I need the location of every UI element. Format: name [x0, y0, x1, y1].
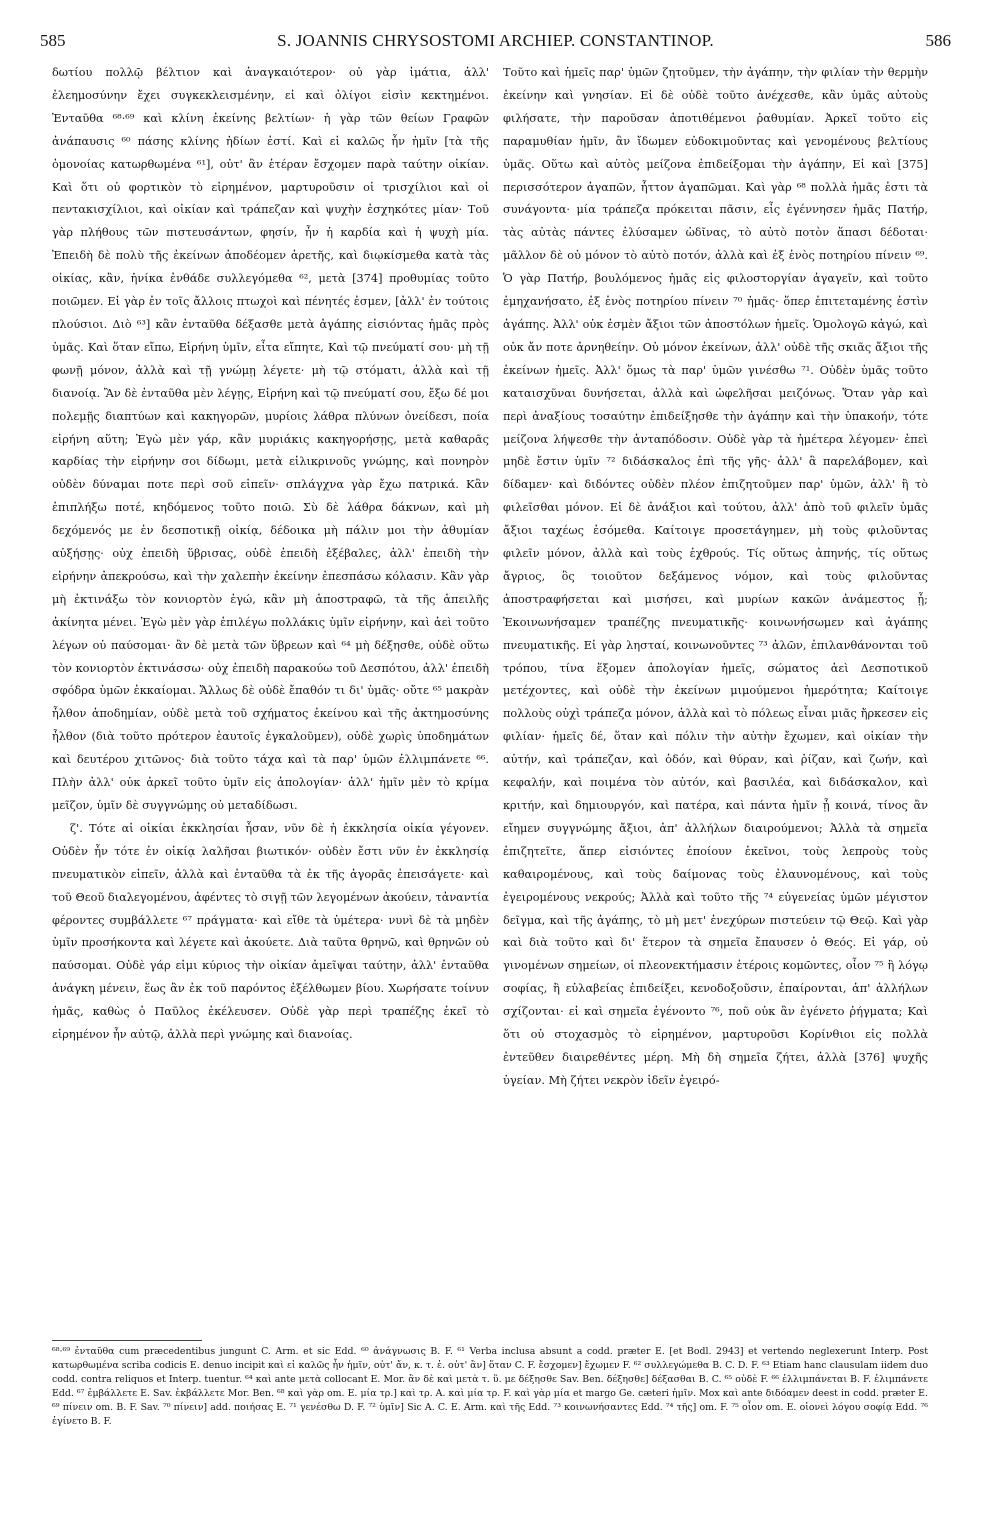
footnote-divider	[52, 1340, 202, 1341]
left-column	[52, 62, 489, 1338]
footnotes: ⁶⁸·⁶⁹ ἐνταῦθα cum præcedentibus jungunt C. Arm. et sic Edd. ⁶⁰ ἀνάγνωσις B. F. ⁶¹ Verba inclusa absunt a codd. præter E. [et Bodl. 2943] et vertendo neglexerunt Interp. Post κατωρθωμένα scriba codicis E. denuo incipit καὶ εἰ καλῶς ἦν ἡμῖν, οὐτ' ἄν, κ. τ. ἑ. οὐτ' ἂν] ὅταν C. F. ἔσχομεν] ἔχωμεν F. ⁶² συλλεγώμεθα B. C. D. F. ⁶³ Etiam hanc clausulam iidem duo codd. contra reliquos et Interp. tuentur. ⁶⁴ καὶ ante μετὰ collocant E. Mor. ἂν δὲ καὶ μετὰ τ. ὕ. με δέξησθε Sav. Ben. δέξησθε] δέξασθαι B. C. ⁶⁵ οὐδὲ F. ⁶⁶ ἐλλιμπάνεται B. F. ἐλιμπάνετε Edd. ⁶⁷ ἐμβάλλετε E. Sav. ἐκβάλλετε Mor. Ben. ⁶⁸ καὶ γὰρ om. E. μία τρ.] καὶ τρ. A. καὶ μία τρ. F. καὶ γὰρ μία et margo Ge. cæteri ἡμῖν. Mox καὶ ante διδόαμεν deest in codd. præter E. ⁶⁹ πίνειν om. B. F. Sav. ⁷⁰ πίνειν] add. ποιήσας E. ⁷¹ γενέσθω D. F. ⁷² ὑμῖν] Sic A. C. E. Arm. καὶ τῆς Edd. ⁷³ κοινωνήσαντες Edd. ⁷⁴ τῆς] om. F. ⁷⁵ οἷον om. E. οἱονεὶ λόγου σοφίᾳ Edd. ⁷⁶ ἐγίνετο B. F.	[52, 1346, 928, 1427]
left-column-paragraph-2: ζ'. Τότε αἱ οἰκίαι ἐκκλησίαι ἦσαν, νῦν δὲ ἡ ἐκκλησία οἰκία γέγονεν. Οὐδὲν ἦν τότε ἐν οἰκίᾳ λαλῆσαι βιωτικόν· οὐδὲν ἔστι νῦν ἐν ἐκκλησίᾳ πνευματικὸν εἰπεῖν, ἀλλὰ καὶ ἐνταῦθα τὰ ἐκ τῆς ἀγορᾶς ἐπεισάγετε· καὶ τοῦ Θεοῦ διαλεγομένου, ἀφέντες τὸ σιγῇ τῶν λεγομένων ἀκούειν, τἀναντία φέροντες συμβάλλετε ⁶⁷ πράγματα· καὶ εἴθε τὰ ὑμέτερα· νυνὶ δὲ τὰ μηδὲν ὑμῖν προσήκοντα καὶ λέγετε καὶ ἀκούετε. Διὰ ταῦτα θρηνῶ, καὶ θρηνῶν οὐ παύσομαι. Οὐδὲ γάρ εἰμι κύριος τὴν οἰκίαν ἀμεῖψαι ταύτην, ἀλλ' ἐνταῦθα ἀνάγκη μένειν, ἕως ἂν ἐκ τοῦ παρόντος ἐξέλθωμεν βίου. Χωρήσατε τοίνυν ἡμᾶς, καθὼς ὁ Παῦλος ἐκέλευσεν. Οὐδὲ γὰρ περὶ τραπέζης ἐκεῖ τὸ εἰρημένον ἦν αὐτῷ, ἀλλὰ περὶ γνώμης καὶ διανοίας.	[52, 821, 489, 1042]
running-header	[40, 31, 951, 55]
right-column-paragraph-1: Τοῦτο καὶ ἡμεῖς παρ' ὑμῶν ζητοῦμεν, τὴν ἀγάπην, τὴν φιλίαν τὴν θερμὴν ἐκείνην καὶ γνησίαν. Εἰ δὲ οὐδὲ τοῦτο ἀνέχεσθε, κἂν ὑμᾶς αὐτοὺς φιλήσατε, τὴν παροῦσαν ἀποτιθέμενοι ῥαθυμίαν. Ἀρκεῖ τοῦτο εἰς παραμυθίαν ἡμῖν, ἂν ἴδωμεν εὐδοκιμοῦντας καὶ γενομένους βελτίους ὑμᾶς. Οὕτω καὶ αὐτὸς μείζονα ἐπιδείξομαι τὴν ἀγάπην, Εἰ καὶ [375] περισσότερον ἀγαπῶν, ἧττον ἀγαπῶμαι. Καὶ γὰρ ⁶⁸ πολλὰ ἡμᾶς ἐστι τὰ συνάγοντα· μία τράπεζα πρόκειται πᾶσιν, εἷς ἐγέννησεν ἡμᾶς Πατήρ, τὰς αὐτὰς πάντες ἐλύσαμεν ὠδῖνας, τὸ αὐτὸ ποτὸν ἅπασι δέδοται· μᾶλλον δὲ οὐ μόνον τὸ αὐτὸ ποτόν, ἀλλὰ καὶ ἐξ ἑνὸς ποτηρίου πίνειν ⁶⁹. Ὁ γὰρ Πατήρ, βουλόμενος ἡμᾶς εἰς φιλοστοργίαν ἀγαγεῖν, καὶ τοῦτο ἐμηχανήσατο, ἐξ ἑνὸς ποτηρίου πίνειν ⁷⁰ ἡμᾶς· ὅπερ ἐπιτεταμένης ἐστὶν ἀγάπης. Ἀλλ' οὐκ ἐσμὲν ἄξιοι τῶν ἀποστόλων ἡμεῖς. Ὁμολογῶ κἀγώ, καὶ οὐκ ἄν ποτε ἀρνηθείην. Οὐ μόνον ἐκείνων, ἀλλ' οὐδὲ τῆς σκιᾶς ἄξιοι τῆς ἐκείνων ἡμεῖς. Ἀλλ' ὅμως τὰ παρ' ὑμῶν γινέσθω ⁷¹. Οὐδὲν ὑμᾶς τοῦτο καταισχῦναι δυνήσεται, ἀλλὰ καὶ ὠφελῆσαι μειζόνως. Ὅταν γὰρ καὶ περὶ ἀναξίους τοσαύτην ἐπιδείξησθε τὴν ἀγάπην καὶ τὴν ὑπακοήν, τότε μείζονα λήψεσθε τὴν ἀνταπόδοσιν. Οὐδὲ γὰρ τὰ ἡμέτερα λέγομεν· ἐπεὶ μηδὲ ἔστιν ὑμῖν ⁷² διδάσκαλος ἐπὶ τῆς γῆς· ἀλλ' ἃ παρελάβομεν, καὶ δίδαμεν· καὶ διδόντες οὐδὲν πλέον ἐπιζητοῦμεν παρ' ὑμῶν, ἀλλ' ἢ τὸ φιλεῖσθαι μόνον. Εἰ δὲ ἀνάξιοι καὶ τούτου, ἀλλ' ἀπὸ τοῦ φιλεῖν ὑμᾶς ἄξιοι ταχέως ἐσόμεθα. Καίτοιγε προσετάγημεν, μὴ τοὺς φιλοῦντας φιλεῖν μόνον, ἀλλὰ καὶ τοὺς ἐχθρούς. Τίς οὕτως ἀπηνής, τίς οὕτως ἄγριος, ὃς τοιοῦτον δεξάμενος νόμον, καὶ τοὺς φιλοῦντας ἀποστραφήσεται καὶ μισήσει, καὶ μυρίων κακῶν ἀνάμεστος ᾖ; Ἐκοινωνήσαμεν τραπέζης πνευματικῆς· κοινωνήσωμεν καὶ ἀγάπης πνευματικῆς. Εἰ γὰρ λησταί, κοινωνοῦντες ⁷³ ἁλῶν, ἐπιλανθάνονται τοῦ τρόπου, τίνα ἕξομεν ἀπολογίαν ἡμεῖς, σώματος ἀεὶ Δεσποτικοῦ μετέχοντες, καὶ οὐδὲ τὴν ἐκείνων μιμούμενοι ἡμερότητα; Καίτοιγε πολλοὺς οὐχὶ τράπεζα μόνον, ἀλλὰ καὶ τὸ πόλεως εἶναι μιᾶς ἤρκεσεν εἰς φιλίαν· ἡμεῖς δέ, ὅταν καὶ πόλιν τὴν αὐτὴν ἔχωμεν, καὶ οἰκίαν τὴν αὐτήν, καὶ τράπεζαν, καὶ ὁδόν, καὶ θύραν, καὶ ῥίζαν, καὶ ζωήν, καὶ κεφαλήν, καὶ ποιμένα τὸν αὐτόν, καὶ βασιλέα, καὶ διδάσκαλον, καὶ κριτήν, καὶ δημιουργόν, καὶ πατέρα, καὶ πάντα ἡμῖν ᾖ κοινά, τίνος ἂν εἴημεν συγγνώμης ἄξιοι, ἀπ' ἀλλήλων διαιρούμενοι; Ἀλλὰ τὰ σημεῖα ἐπιζητεῖτε, ἅπερ εἰσιόντες ἐποίουν ἐκεῖνοι, τοὺς λεπροὺς τοὺς καθαιρομένους, καὶ τοὺς δαίμονας τοὺς ἐλαυνομένους, καὶ τοὺς ἐγειρομένους νεκρούς; Ἀλλὰ καὶ τοῦτο τῆς ⁷⁴ εὐγενείας ὑμῶν μέγιστον δεῖγμα, καὶ τῆς ἀγάπης, τὸ μὴ μετ' ἐνεχύρων πιστεύειν τῷ Θεῷ. Καὶ γὰρ καὶ διὰ τοῦτο καὶ δι' ἕτερον τὰ σημεῖα ἔπαυσεν ὁ Θεός. Εἰ γάρ, οὐ γινομένων σημείων, οἱ πλεονεκτήμασιν ἑτέροις κομῶντες, οἷον ⁷⁵ ἢ λόγῳ σοφίας, ἢ εὐλαβείας ἐπιδείξει, κενοδοξοῦσιν, ἐπαίρονται, ἀπ' ἀλλήλων σχίζονται· εἰ καὶ σημεῖα ἐγένοντο ⁷⁶, ποῦ οὐκ ἂν ἐγένετο ῥήγματα; Καὶ ὅτι οὐ στοχασμὸς τὸ εἰρημένον, μαρτυροῦσι Κορίνθιοι εἰς πολλὰ ἐντεῦθεν διαιρεθέντες μέρη. Μὴ δὴ σημεῖα ζήτει, ἀλλὰ [376] ψυχῆς ὑγείαν. Μὴ ζήτει νεκρὸν ἰδεῖν ἐγειρό-	[503, 66, 928, 1087]
running-title: S. JOANNIS CHRYSOSTOMI ARCHIEP. CONSTANTINOP.	[277, 31, 714, 50]
right-column	[503, 62, 928, 1338]
left-column-paragraph-1: δωτίου πολλῷ βέλτιον καὶ ἀναγκαιότερον· οὐ γὰρ ἱμάτια, ἀλλ' ἐλεημοσύνην ἔχει συγκεκλεισμένην, εἰ καὶ ὀλίγοι εἰσὶν κεκτημένοι. Ἐνταῦθα ⁶⁸·⁶⁹ καὶ κλίνη ἐκείνης βελτίων· ἡ γὰρ τῶν θείων Γραφῶν ἀνάπαυσις ⁶⁰ πάσης κλίνης ἡδίων ἐστί. Καὶ εἰ καλῶς ἦν ἡμῖν [τὰ τῆς ὁμονοίας κατωρθωμένα ⁶¹], οὐτ' ἂν ἑτέραν ἔσχομεν παρὰ ταύτην οἰκίαν. Καὶ ὅτι οὐ φορτικὸν τὸ εἰρημένον, μαρτυροῦσιν οἱ τρισχίλιοι καὶ οἱ πεντακισχίλιοι, καὶ οἰκίαν καὶ τράπεζαν καὶ ψυχὴν ἐσχηκότες μίαν· Τοῦ γὰρ πλήθους τῶν πιστευσάντων, φησίν, ἦν ἡ καρδία καὶ ἡ ψυχὴ μία. Ἐπειδὴ δὲ πολὺ τῆς ἐκείνων ἀποδέομεν ἀρετῆς, καὶ διῳκίσμεθα κατὰ τὰς οἰκίας, κἂν, ἡνίκα ἐνθάδε συλλεγόμεθα ⁶², μετὰ [374] προθυμίας τοῦτο ποιῶμεν. Εἰ γὰρ ἐν τοῖς ἄλλοις πτωχοὶ καὶ πένητές ἐσμεν, [ἀλλ' ἐν τούτοις πλούσιοι. Διὸ ⁶³] κἂν ἐνταῦθα δέξασθε μετὰ ἀγάπης εἰσιόντας ἡμᾶς πρὸς ὑμᾶς. Καὶ ὅταν εἴπω, Εἰρήνη ὑμῖν, εἶτα εἴπητε, Καὶ τῷ πνεύματί σου· μὴ τῇ φωνῇ μόνον, ἀλλὰ καὶ τῇ γνώμῃ λέγετε· μὴ τῷ στόματι, ἀλλὰ καὶ τῇ διανοίᾳ. Ἂν δὲ ἐνταῦθα μὲν λέγῃς, Εἰρήνη καὶ τῷ πνεύματί σου, ἔξω δέ μοι πολεμῇς διαπτύων καὶ κακηγορῶν, μυρίοις λάθρα πλύνων ὀνείδεσι, ποία εἰρήνη αὕτη; Ἐγὼ μὲν γάρ, κἂν μυριάκις κακηγορήσῃς, μετὰ καθαρᾶς καρδίας τὴν εἰρήνην σοι δίδωμι, μετὰ εἰλικρινοῦς γνώμης, καὶ πονηρὸν οὐδὲν δύναμαι ποτε περὶ σοῦ εἰπεῖν· σπλάγχνα γὰρ ἔχω πατρικά. Κἂν ἐπιπλήξω ποτέ, κηδόμενος τοῦτο ποιῶ. Σὺ δὲ λάθρα δάκνων, καὶ μὴ δεχόμενός με ἐν δεσποτικῇ οἰκίᾳ, δέδοικα μὴ πάλιν μοι τὴν ἀθυμίαν αὐξήσῃς· οὐχ ἐπειδὴ ὕβρισας, οὐδὲ ἐπειδὴ ἐξέβαλες, ἀλλ' ἐπειδὴ τὴν εἰρήνην ἀπεκρούσω, καὶ τὴν χαλεπὴν ἐκείνην ἐπεσπάσω κόλασιν. Κἂν γὰρ μὴ ἐκτινάξω τὸν κονιορτὸν ἐγώ, κἂν μὴ ἀποστραφῶ, τὰ τῆς ἀπειλῆς ἀκίνητα μένει. Ἐγὼ μὲν γὰρ ἐπιλέγω πολλάκις ὑμῖν εἰρήνην, καὶ ἀεὶ τοῦτο λέγων οὐ παύσομαι· ἂν δὲ μετὰ τῶν ὕβρεων καὶ ⁶⁴ μὴ δέξησθε, οὐδὲ οὕτω τὸν κονιορτὸν ἐκτινάσσω· οὐχ ἐπειδὴ παρακούω τοῦ Δεσπότου, ἀλλ' ἐπειδὴ σφόδρα ὑμῶν ἐκκαίομαι. Ἄλλως δὲ οὐδὲ ἔπαθόν τι δι' ὑμᾶς· οὔτε ⁶⁵ μακρὰν ἦλθον ἀποδημίαν, οὐδὲ μετὰ τοῦ σχήματος ἐκείνου καὶ τῆς ἀκτημοσύνης ἦλθον (διὰ τοῦτο πρότερον ἑαυτοῖς ἐγκαλοῦμεν), οὐδὲ χωρὶς ὑποδημάτων καὶ δευτέρου χιτῶνος· διὰ τοῦτο τάχα καὶ τὰ παρ' ὑμῶν ἐλλιμπάνετε ⁶⁶. Πλὴν ἀλλ' οὐκ ἀρκεῖ τοῦτο ὑμῖν εἰς ἀπολογίαν· ἀλλ' ἡμῖν μὲν τὸ κρίμα μεῖζον, ὑμῖν δὲ συγγνώμης οὐ μεταδίδωσι.	[52, 66, 489, 812]
right-page-number: 586	[925, 31, 951, 50]
left-page-number: 585	[40, 31, 66, 50]
